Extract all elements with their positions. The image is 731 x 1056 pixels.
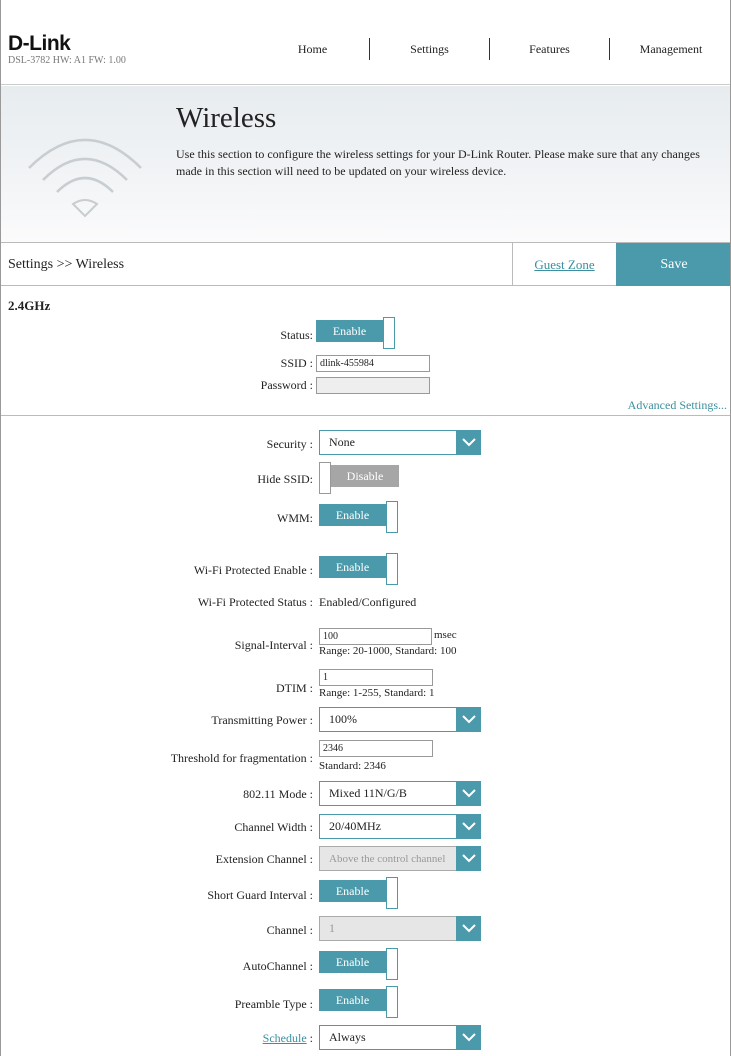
security-label: Security : [266, 437, 313, 451]
mode-label: 802.11 Mode : [243, 787, 313, 801]
hide-ssid-toggle-text: Disable [331, 465, 399, 487]
signal-interval-unit: msec [434, 629, 457, 641]
schedule-select-value: Always [329, 1030, 366, 1044]
schedule-label-sep: : [306, 1031, 313, 1045]
chevron-down-icon [456, 707, 481, 732]
schedule-label [263, 1031, 313, 1046]
channel-width-select-value: 20/40MHz [329, 819, 381, 833]
chevron-down-icon [456, 916, 481, 941]
chevron-down-icon [456, 846, 481, 871]
toggle-knob [383, 317, 395, 349]
nav-settings[interactable]: Settings [410, 41, 449, 56]
section-divider [1, 415, 731, 416]
wps-toggle-text: Enable [319, 556, 386, 578]
schedule-select[interactable] [319, 1025, 481, 1050]
advanced-settings-link[interactable]: Advanced Settings... [627, 398, 727, 412]
short-guard-label: Short Guard Interval : [207, 888, 313, 902]
wmm-label: WMM: [277, 511, 313, 525]
breadcrumb: Settings >> Wireless [8, 257, 125, 272]
signal-interval-label: Signal-Interval : [234, 638, 313, 652]
page-description: Use this section to configure the wireless settings for your D-Link Router. Please make sure that any changes made in this section will need to be updated on your wireless device. [176, 147, 700, 178]
tx-power-label: Transmitting Power : [211, 713, 313, 727]
status-toggle[interactable] [316, 317, 396, 350]
short-guard-toggle[interactable] [319, 877, 399, 910]
channel-width-label: Channel Width : [234, 820, 313, 834]
fragmentation-input[interactable] [319, 740, 433, 757]
wps-enable-label: Wi-Fi Protected Enable : [193, 563, 313, 577]
hide-ssid-toggle[interactable] [319, 462, 399, 495]
password-label: Password : [260, 378, 313, 392]
wmm-toggle-text: Enable [319, 504, 386, 526]
chevron-down-icon [456, 781, 481, 806]
dlink-logo: D-Link [8, 32, 71, 55]
status-toggle-text: Enable [316, 320, 383, 342]
save-button[interactable]: Save [616, 243, 731, 286]
banner [1, 86, 731, 242]
hide-ssid-label: Hide SSID: [257, 472, 313, 486]
extension-channel-label: Extension Channel : [215, 852, 313, 866]
wifi-icon [25, 126, 145, 218]
dtim-label: DTIM : [276, 681, 313, 695]
nav-home[interactable]: Home [297, 41, 328, 56]
chevron-down-icon [456, 814, 481, 839]
wps-status-label: Wi-Fi Protected Status : [197, 595, 313, 609]
channel-width-select[interactable] [319, 814, 481, 839]
channel-select-value: 1 [329, 921, 335, 935]
ssid-input[interactable] [316, 355, 430, 372]
mode-select-value: Mixed 11N/G/B [329, 786, 407, 800]
dtim-hint: Range: 1-255, Standard: 1 [319, 687, 435, 699]
band-heading: 2.4GHz [8, 298, 51, 313]
toggle-knob [386, 986, 398, 1018]
signal-interval-input[interactable] [319, 628, 432, 645]
channel-label: Channel : [266, 923, 313, 937]
tx-power-select-value: 100% [329, 712, 357, 726]
wmm-toggle[interactable] [319, 501, 399, 534]
dtim-input[interactable] [319, 669, 433, 686]
auto-channel-toggle[interactable] [319, 948, 399, 981]
security-select-value: None [329, 435, 355, 449]
toggle-knob [386, 877, 398, 909]
nav-features[interactable]: Features [529, 41, 570, 56]
preamble-type-toggle[interactable] [319, 986, 399, 1019]
auto-channel-toggle-text: Enable [319, 951, 386, 973]
channel-select[interactable] [319, 916, 481, 941]
header [1, 0, 731, 85]
schedule-link[interactable]: Schedule [262, 1031, 307, 1045]
extension-channel-select-value: Above the control channel [329, 852, 446, 865]
chevron-down-icon [456, 430, 481, 455]
fragmentation-label: Threshold for fragmentation : [170, 751, 313, 765]
page-title: Wireless [176, 102, 277, 134]
signal-interval-hint: Range: 20-1000, Standard: 100 [319, 645, 457, 657]
toggle-knob [386, 501, 398, 533]
nav-management[interactable]: Management [639, 41, 703, 56]
wps-toggle[interactable] [319, 553, 399, 586]
security-select[interactable] [319, 430, 481, 455]
extension-channel-select[interactable] [319, 846, 481, 871]
model-info: DSL-3782 HW: A1 FW: 1.00 [8, 55, 126, 66]
fragmentation-hint: Standard: 2346 [319, 760, 386, 772]
status-label: Status: [280, 328, 313, 342]
password-input[interactable] [316, 377, 430, 394]
mode-select[interactable] [319, 781, 481, 806]
toggle-knob [386, 553, 398, 585]
preamble-type-label: Preamble Type : [234, 997, 313, 1011]
preamble-type-toggle-text: Enable [319, 989, 386, 1011]
ssid-label: SSID : [280, 356, 313, 370]
breadcrumb-bar [1, 242, 731, 286]
wps-status-value: Enabled/Configured [319, 595, 417, 609]
tx-power-select[interactable] [319, 707, 481, 732]
toggle-knob [386, 948, 398, 980]
short-guard-toggle-text: Enable [319, 880, 386, 902]
toggle-knob [319, 462, 331, 494]
auto-channel-label: AutoChannel : [242, 959, 313, 973]
guest-zone-link[interactable]: Guest Zone [512, 243, 616, 286]
chevron-down-icon [456, 1025, 481, 1050]
